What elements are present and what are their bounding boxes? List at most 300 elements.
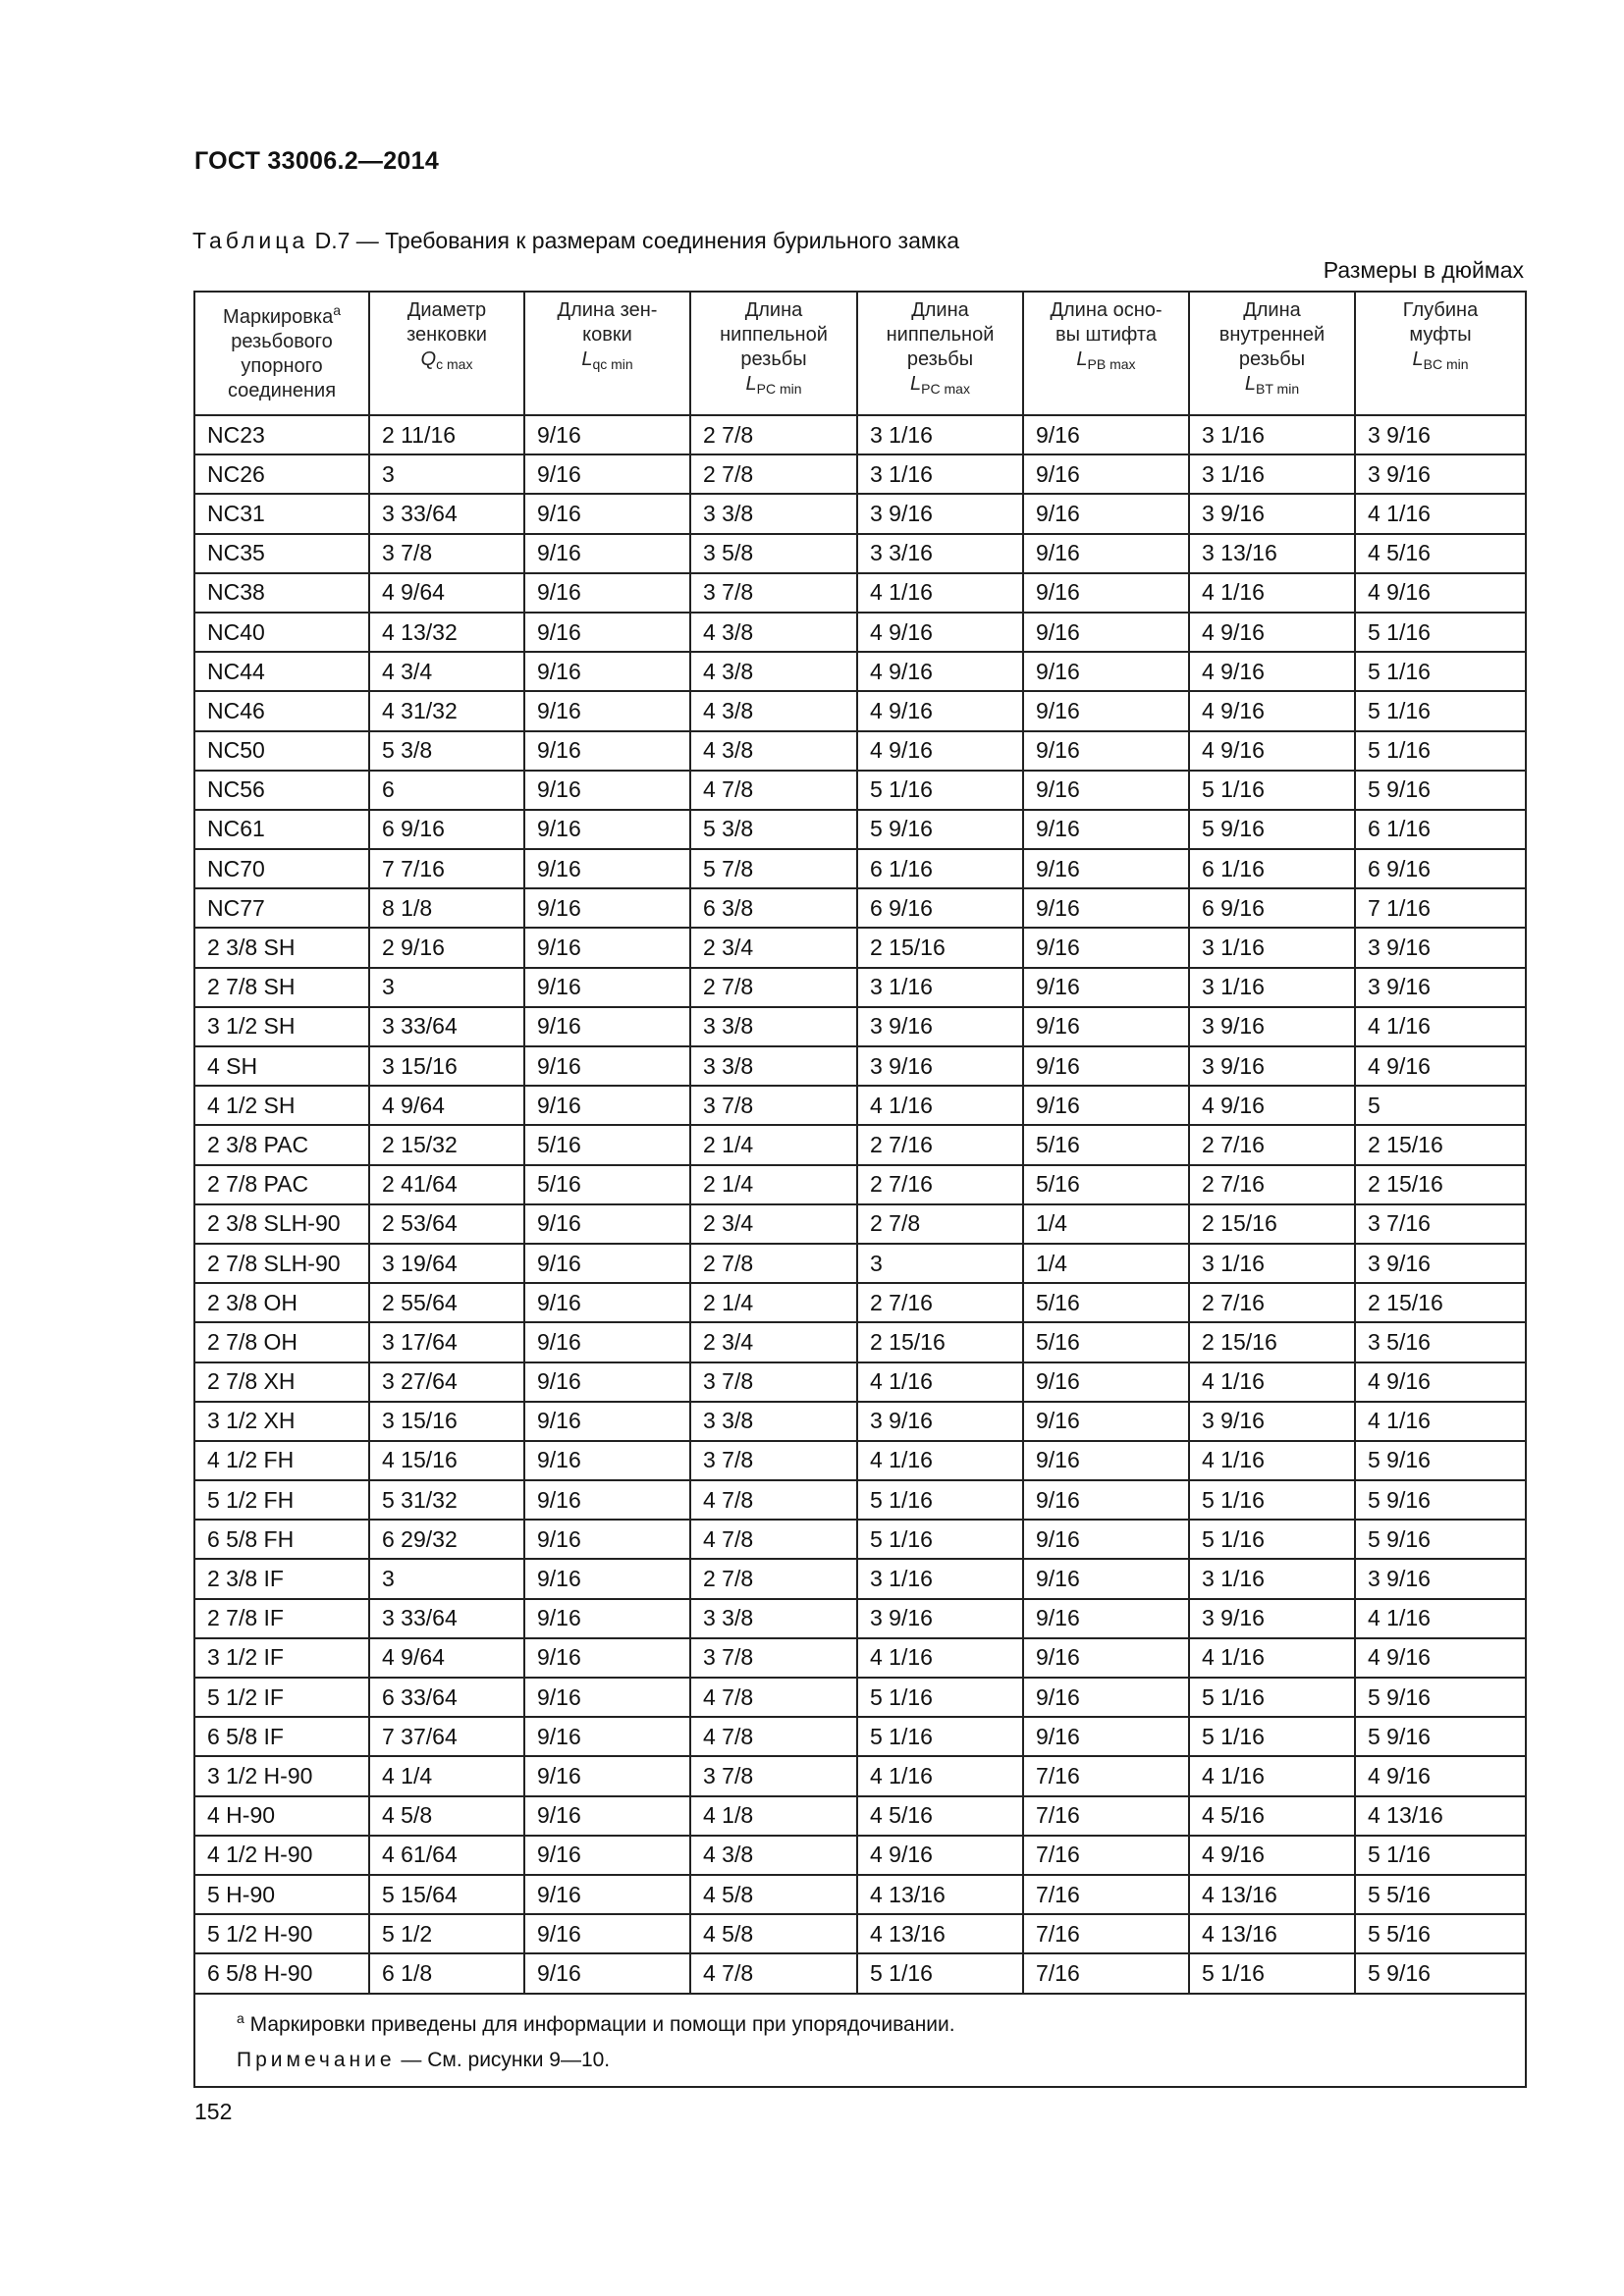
table-cell: 2 41/64 (369, 1165, 524, 1204)
table-cell: 9/16 (524, 691, 690, 730)
table-row (194, 1678, 1526, 1717)
table-row (194, 1520, 1526, 1559)
table-cell: 3 1/16 (1189, 1559, 1355, 1598)
column-symbol (374, 347, 519, 377)
symbol: Q (420, 348, 437, 370)
table-cell: 5 9/16 (1189, 810, 1355, 849)
table-cell: 3 9/16 (1189, 1402, 1355, 1441)
table-cell: 6 (369, 771, 524, 810)
column-header (1355, 292, 1526, 415)
table-cell: 6 9/16 (1355, 849, 1526, 888)
table-cell: 3 9/16 (857, 1599, 1023, 1638)
symbol: L (1412, 348, 1424, 370)
column-header-line: ниппельной (720, 324, 828, 346)
table-row (194, 1875, 1526, 1914)
table-cell: 9/16 (1023, 1678, 1189, 1717)
table-cell: 5 (1355, 1086, 1526, 1125)
table-cell: 3 7/8 (690, 1362, 857, 1402)
table-row (194, 1086, 1526, 1125)
table-cell: 3 3/16 (857, 534, 1023, 573)
table-cell: 4 1/16 (1189, 1362, 1355, 1402)
table-cell: 7/16 (1023, 1914, 1189, 1953)
table-cell: 9/16 (1023, 928, 1189, 967)
table-cell: 9/16 (1023, 1717, 1189, 1756)
table-cell: 2 3/4 (690, 1322, 857, 1362)
table-cell: 3 13/16 (1189, 534, 1355, 573)
thread-designation-cell: 2 3/8 SH (194, 928, 369, 967)
table-cell: 9/16 (524, 415, 690, 454)
table-cell: 3 7/8 (690, 1638, 857, 1678)
thread-designation-cell: 2 7/8 SLH-90 (194, 1244, 369, 1283)
table-cell: 4 5/8 (369, 1796, 524, 1836)
units-note: Размеры в дюймах (1323, 257, 1524, 283)
table-cell: 4 5/16 (1355, 534, 1526, 573)
table-cell: 9/16 (1023, 573, 1189, 613)
table-cell: 4 15/16 (369, 1441, 524, 1480)
table-cell: 2 15/16 (857, 928, 1023, 967)
table-cell: 3 9/16 (1355, 415, 1526, 454)
table-cell: 9/16 (1023, 454, 1189, 494)
table-cell: 4 9/16 (1189, 652, 1355, 691)
table-cell: 9/16 (524, 454, 690, 494)
table-cell: 4 1/16 (1189, 1756, 1355, 1795)
column-header-line: Длина (1243, 299, 1301, 321)
table-cell: 6 1/8 (369, 1953, 524, 1993)
table-cell: 3 1/16 (857, 415, 1023, 454)
table-cell: 3 9/16 (857, 1402, 1023, 1441)
table-cell: 9/16 (1023, 1086, 1189, 1125)
column-header (1023, 292, 1189, 415)
table-cell: 4 13/16 (857, 1914, 1023, 1953)
table-cell: 9/16 (524, 1914, 690, 1953)
table-cell: 5/16 (524, 1165, 690, 1204)
table-cell: 6 9/16 (369, 810, 524, 849)
table-cell: 4 1/16 (857, 1756, 1023, 1795)
table-cell: 4 5/8 (690, 1875, 857, 1914)
table-cell: 9/16 (524, 849, 690, 888)
table-cell: 4 7/8 (690, 771, 857, 810)
table-cell: 9/16 (524, 1559, 690, 1598)
table-cell: 9/16 (524, 1638, 690, 1678)
table-cell: 5 9/16 (1355, 1520, 1526, 1559)
table-cell: 5 9/16 (1355, 1441, 1526, 1480)
table-cell: 5/16 (1023, 1165, 1189, 1204)
table-row (194, 534, 1526, 573)
table-cell: 9/16 (1023, 613, 1189, 652)
table-cell: 3 1/16 (1189, 415, 1355, 454)
table-cell: 9/16 (524, 1441, 690, 1480)
table-cell: 8 1/8 (369, 888, 524, 928)
table-cell: 4 1/16 (1355, 494, 1526, 533)
table-cell: 3 3/8 (690, 1046, 857, 1086)
table-cell: 9/16 (524, 1756, 690, 1795)
table-cell: 5 1/16 (1355, 1836, 1526, 1875)
table-cell: 4 9/16 (857, 731, 1023, 771)
table-cell: 2 15/32 (369, 1125, 524, 1164)
table-row (194, 454, 1526, 494)
table-cell: 9/16 (524, 888, 690, 928)
table-cell: 3 (369, 454, 524, 494)
table-row (194, 731, 1526, 771)
table-cell: 6 33/64 (369, 1678, 524, 1717)
table-cell: 7/16 (1023, 1953, 1189, 1993)
symbol-subscript: c max (436, 356, 473, 372)
table-cell: 9/16 (1023, 1046, 1189, 1086)
thread-designation-cell: 2 7/8 XH (194, 1362, 369, 1402)
table-cell: 3 1/16 (857, 454, 1023, 494)
symbol-subscript: qc min (592, 356, 633, 372)
table-row (194, 1204, 1526, 1244)
table-caption-text: D.7 — Требования к размерам соединения бурильного замка (314, 228, 960, 253)
column-header-line: вы штифта (1055, 324, 1157, 346)
table-cell: 4 1/16 (857, 573, 1023, 613)
table-cell: 9/16 (1023, 494, 1189, 533)
table-cell: 9/16 (1023, 771, 1189, 810)
table-header (194, 292, 1526, 415)
footnote (237, 2001, 1513, 2043)
table-cell: 9/16 (524, 1599, 690, 1638)
column-header (524, 292, 690, 415)
symbol: L (1076, 348, 1088, 370)
table-cell: 9/16 (524, 494, 690, 533)
page-number: 152 (194, 2099, 233, 2124)
table-cell: 2 7/16 (1189, 1165, 1355, 1204)
table-cell: 9/16 (1023, 1480, 1189, 1520)
column-header-line: Длина (744, 299, 803, 321)
column-symbol (1194, 372, 1350, 401)
table-cell: 4 3/8 (690, 652, 857, 691)
table-row (194, 1046, 1526, 1086)
table-cell: 5 1/16 (1355, 613, 1526, 652)
thread-designation-cell: NC31 (194, 494, 369, 533)
thread-designation-cell: 4 1/2 FH (194, 1441, 369, 1480)
table-cell: 4 61/64 (369, 1836, 524, 1875)
column-header-line: ковки (582, 324, 632, 346)
table-cell: 3 1/16 (1189, 968, 1355, 1007)
table-cell: 3 3/8 (690, 1402, 857, 1441)
table-cell: 9/16 (524, 1953, 690, 1993)
thread-designation-cell: NC56 (194, 771, 369, 810)
table-cell: 4 5/16 (1189, 1796, 1355, 1836)
table-cell: 4 9/16 (857, 1836, 1023, 1875)
table-cell: 4 1/16 (1355, 1599, 1526, 1638)
table-cell: 5 9/16 (1355, 1480, 1526, 1520)
table-cell: 4 9/16 (1355, 1756, 1526, 1795)
note-text: — См. рисунки 9—10. (401, 2048, 611, 2071)
table-cell: 9/16 (524, 1046, 690, 1086)
footnote-ref: a (333, 302, 342, 318)
table-cell: 3 (857, 1244, 1023, 1283)
table-cell: 6 9/16 (1189, 888, 1355, 928)
table-cell: 9/16 (524, 1836, 690, 1875)
table-cell: 5/16 (524, 1125, 690, 1164)
table-cell: 3 19/64 (369, 1244, 524, 1283)
thread-designation-cell: NC26 (194, 454, 369, 494)
table-cell: 4 1/16 (1189, 1441, 1355, 1480)
table-cell: 9/16 (1023, 415, 1189, 454)
table-cell: 9/16 (1023, 1599, 1189, 1638)
column-header-line: муфты (1409, 324, 1472, 346)
column-header-line: Длина осно- (1050, 299, 1163, 321)
table-cell: 5 1/16 (1189, 1480, 1355, 1520)
column-header-line: Диаметр (406, 299, 487, 321)
table-cell: 4 5/8 (690, 1914, 857, 1953)
table-cell: 3 9/16 (1355, 454, 1526, 494)
column-header-line (199, 298, 364, 330)
column-symbol (1028, 347, 1184, 377)
table-cell: 3 9/16 (857, 1007, 1023, 1046)
table-cell: 7 37/64 (369, 1717, 524, 1756)
thread-designation-cell: 3 1/2 SH (194, 1007, 369, 1046)
table-cell: 9/16 (1023, 1362, 1189, 1402)
table-cell: 3 7/8 (690, 1756, 857, 1795)
table-cell: 9/16 (524, 731, 690, 771)
table-row (194, 1165, 1526, 1204)
table-row (194, 415, 1526, 454)
table-row (194, 1402, 1526, 1441)
table-cell: 9/16 (524, 928, 690, 967)
table-cell: 4 3/4 (369, 652, 524, 691)
table-cell: 4 1/4 (369, 1756, 524, 1795)
table-row (194, 968, 1526, 1007)
table-cell: 5 1/16 (1189, 771, 1355, 810)
table-cell: 4 9/16 (1355, 1638, 1526, 1678)
table-cell: 4 9/16 (1189, 1836, 1355, 1875)
column-header-line: Длина (911, 299, 969, 321)
table-cell: 3 1/16 (857, 1559, 1023, 1598)
table-cell: 5 1/16 (1189, 1953, 1355, 1993)
table-cell: 2 7/8 (857, 1204, 1023, 1244)
thread-designation-cell: 2 7/8 OH (194, 1322, 369, 1362)
table-cell: 4 1/16 (857, 1086, 1023, 1125)
table-cell: 9/16 (1023, 731, 1189, 771)
table-cell: 4 9/16 (1189, 1086, 1355, 1125)
table-cell: 3 9/16 (1189, 1599, 1355, 1638)
table-cell: 2 15/16 (1189, 1204, 1355, 1244)
table-cell: 4 13/16 (857, 1875, 1023, 1914)
table-cell: 3 33/64 (369, 1599, 524, 1638)
table-cell: 5 3/8 (690, 810, 857, 849)
thread-designation-cell: NC44 (194, 652, 369, 691)
symbol-subscript: PC max (921, 381, 970, 397)
table-cell: 9/16 (524, 1086, 690, 1125)
table-cell: 2 7/8 (690, 1559, 857, 1598)
column-header-line: Длина зен- (557, 299, 658, 321)
table-cell: 9/16 (524, 1520, 690, 1559)
table-cell: 3 9/16 (857, 1046, 1023, 1086)
table-cell: 1/4 (1023, 1204, 1189, 1244)
table-cell: 4 1/16 (1355, 1007, 1526, 1046)
thread-designation-cell: 2 3/8 PAC (194, 1125, 369, 1164)
table-cell: 2 1/4 (690, 1283, 857, 1322)
table-cell: 3 3/8 (690, 1007, 857, 1046)
table-cell: 2 15/16 (1355, 1125, 1526, 1164)
table-cell: 1/4 (1023, 1244, 1189, 1283)
table-cell: 3 1/16 (1189, 454, 1355, 494)
table-row (194, 1244, 1526, 1283)
table-cell: 4 9/64 (369, 573, 524, 613)
table-cell: 2 3/4 (690, 1204, 857, 1244)
table-row (194, 691, 1526, 730)
table-cell: 3 15/16 (369, 1046, 524, 1086)
column-header-line: упорного (241, 355, 323, 377)
table-row (194, 1559, 1526, 1598)
table-cell: 4 13/16 (1355, 1796, 1526, 1836)
symbol-subscript: BC min (1423, 356, 1469, 372)
column-header (1189, 292, 1355, 415)
table-row (194, 1441, 1526, 1480)
thread-designation-cell: 5 1/2 IF (194, 1678, 369, 1717)
table-row (194, 1599, 1526, 1638)
table-cell: 7 1/16 (1355, 888, 1526, 928)
thread-designation-cell: NC61 (194, 810, 369, 849)
table-cell: 5 9/16 (1355, 1717, 1526, 1756)
table-cell: 6 9/16 (857, 888, 1023, 928)
thread-designation-cell: 4 1/2 H-90 (194, 1836, 369, 1875)
table-cell: 4 1/16 (857, 1638, 1023, 1678)
table-cell: 9/16 (524, 1678, 690, 1717)
table-cell: 4 9/16 (1189, 613, 1355, 652)
table-cell: 4 7/8 (690, 1480, 857, 1520)
column-header-text: Маркировка (222, 306, 334, 328)
column-header (194, 292, 369, 415)
table-cell: 4 5/16 (857, 1796, 1023, 1836)
table-row (194, 1756, 1526, 1795)
table-cell: 7/16 (1023, 1796, 1189, 1836)
table-cell: 3 15/16 (369, 1402, 524, 1441)
table-cell: 3 33/64 (369, 494, 524, 533)
table-row (194, 1283, 1526, 1322)
table-cell: 3 33/64 (369, 1007, 524, 1046)
thread-designation-cell: 2 7/8 PAC (194, 1165, 369, 1204)
thread-designation-cell: 2 3/8 IF (194, 1559, 369, 1598)
table-row (194, 1125, 1526, 1164)
footnote-marker: a (237, 2009, 244, 2026)
table-cell: 9/16 (524, 1402, 690, 1441)
table-cell: 6 1/16 (1355, 810, 1526, 849)
table-cell: 4 3/8 (690, 1836, 857, 1875)
table-cell: 4 7/8 (690, 1520, 857, 1559)
thread-designation-cell: 3 1/2 IF (194, 1638, 369, 1678)
table-cell: 9/16 (1023, 1402, 1189, 1441)
table-cell: 9/16 (524, 534, 690, 573)
table-cell: 4 1/16 (857, 1362, 1023, 1402)
table-row (194, 1362, 1526, 1402)
table-cell: 3 7/16 (1355, 1204, 1526, 1244)
document-header: ГОСТ 33006.2—2014 (194, 147, 440, 175)
table-cell: 4 9/16 (1189, 691, 1355, 730)
table-cell: 4 9/64 (369, 1638, 524, 1678)
table-row (194, 494, 1526, 533)
table-cell: 9/16 (1023, 652, 1189, 691)
table-row (194, 849, 1526, 888)
column-symbol (529, 347, 685, 377)
column-header-line: резьбы (740, 348, 807, 370)
table-cell: 9/16 (524, 1283, 690, 1322)
column-symbol (695, 372, 852, 401)
table-cell: 2 15/16 (857, 1322, 1023, 1362)
table-cell: 3 17/64 (369, 1322, 524, 1362)
table-cell: 2 15/16 (1189, 1322, 1355, 1362)
table-cell: 5 1/16 (1355, 731, 1526, 771)
thread-designation-cell: NC38 (194, 573, 369, 613)
table-cell: 5 1/16 (857, 1520, 1023, 1559)
table-cell: 2 11/16 (369, 415, 524, 454)
thread-designation-cell: NC23 (194, 415, 369, 454)
table-cell: 3 9/16 (1355, 968, 1526, 1007)
thread-designation-cell: 6 5/8 FH (194, 1520, 369, 1559)
table-cell: 3 9/16 (1189, 1007, 1355, 1046)
thread-designation-cell: 3 1/2 H-90 (194, 1756, 369, 1795)
symbol-subscript: PC min (756, 381, 802, 397)
table-cell: 5 7/8 (690, 849, 857, 888)
table-cell: 4 13/16 (1189, 1914, 1355, 1953)
table-row (194, 1717, 1526, 1756)
table-cell: 3 (369, 968, 524, 1007)
table-cell: 5 9/16 (1355, 771, 1526, 810)
table-cell: 4 1/8 (690, 1796, 857, 1836)
table-cell: 3 5/8 (690, 534, 857, 573)
table-cell: 9/16 (524, 1007, 690, 1046)
table-cell: 5 9/16 (1355, 1678, 1526, 1717)
table-cell: 7/16 (1023, 1875, 1189, 1914)
thread-designation-cell: 4 SH (194, 1046, 369, 1086)
table-cell: 2 7/16 (857, 1283, 1023, 1322)
thread-designation-cell: 4 H-90 (194, 1796, 369, 1836)
table-cell: 9/16 (1023, 1520, 1189, 1559)
table-cell: 3 9/16 (1355, 1244, 1526, 1283)
column-header (857, 292, 1023, 415)
table-cell: 4 9/16 (857, 652, 1023, 691)
table-cell: 5/16 (1023, 1322, 1189, 1362)
table-cell: 4 1/16 (1189, 1638, 1355, 1678)
table-cell: 9/16 (524, 1322, 690, 1362)
table-cell: 5 1/16 (1189, 1520, 1355, 1559)
table-cell: 2 7/16 (857, 1125, 1023, 1164)
table-cell: 9/16 (1023, 534, 1189, 573)
column-header-line: зенковки (406, 324, 487, 346)
thread-designation-cell: 4 1/2 SH (194, 1086, 369, 1125)
symbol-subscript: BT min (1256, 381, 1300, 397)
table-cell: 3 5/16 (1355, 1322, 1526, 1362)
table-cell: 5 1/16 (1189, 1678, 1355, 1717)
table-cell: 5 1/16 (1355, 652, 1526, 691)
table-cell: 4 1/16 (1355, 1402, 1526, 1441)
table-cell: 7/16 (1023, 1756, 1189, 1795)
thread-designation-cell: 3 1/2 XH (194, 1402, 369, 1441)
note-label: Примечание (237, 2048, 396, 2071)
footnote-text: Маркировки приведены для информации и помощи при упорядочивании. (249, 2012, 955, 2036)
table-cell: 9/16 (524, 1204, 690, 1244)
thread-designation-cell: NC35 (194, 534, 369, 573)
table-row (194, 1953, 1526, 1993)
table-cell: 4 7/8 (690, 1953, 857, 1993)
column-header (690, 292, 857, 415)
table-cell: 4 13/32 (369, 613, 524, 652)
table-cell: 3 1/16 (1189, 928, 1355, 967)
table-cell: 9/16 (1023, 1559, 1189, 1598)
table-cell: 9/16 (524, 613, 690, 652)
column-header-line: резьбы (906, 348, 974, 370)
table-cell: 4 7/8 (690, 1717, 857, 1756)
table-cell: 5 1/16 (857, 1678, 1023, 1717)
table-cell: 9/16 (1023, 849, 1189, 888)
table-cell: 5 1/16 (857, 1480, 1023, 1520)
table-cell: 3 9/16 (1189, 494, 1355, 533)
table-body (194, 415, 1526, 1994)
table-cell: 4 3/8 (690, 613, 857, 652)
table-cell: 3 1/16 (857, 968, 1023, 1007)
